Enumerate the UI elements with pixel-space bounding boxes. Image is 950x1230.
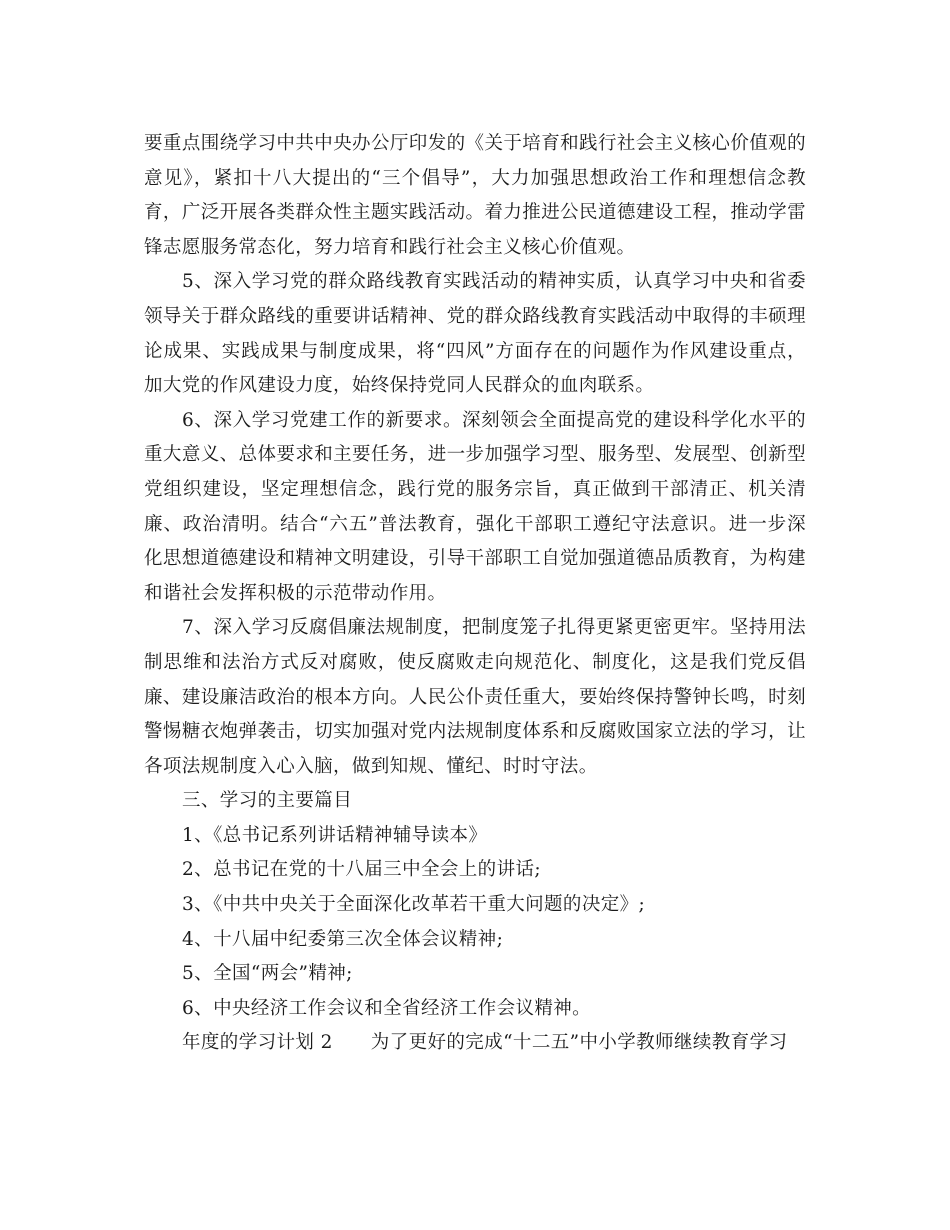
paragraph-item-7: 7、深入学习反腐倡廉法规制度，把制度笼子扎得更紧更密更牢。坚持用法制思维和法治方式反对腐败，使反腐败走向规范化、制度化，这是我们党反倡廉、建设廉洁政治的根本方向。人民公仆责任重大，要始终保持警钟长鸣，时刻警惕糖衣炮弹袭击，切实加强对党内法规制度体系和反腐败国家立法的学习，让各项法规制度入心入脑，做到知规、懂纪、时时守法。 bbox=[144, 617, 806, 777]
section-heading: 三、学习的主要篇目 bbox=[182, 790, 353, 812]
document-body bbox=[144, 127, 806, 1061]
list-item: 2、总书记在党的十八届三中全会上的讲话; bbox=[182, 859, 542, 881]
list-item: 4、十八届中纪委第三次全体会议精神; bbox=[182, 928, 504, 950]
list-item: 1、《总书记系列讲话精神辅导读本》 bbox=[182, 824, 488, 846]
paragraph-item-5: 5、深入学习党的群众路线教育实践活动的精神实质，认真学习中央和省委领导关于群众路线的重要讲话精神、党的群众路线教育实践活动中取得的丰硕理论成果、实践成果与制度成果，将“四风”方面存在的问题作为作风建设重点，加大党的作风建设力度，始终保持党同人民群众的血肉联系。 bbox=[144, 271, 806, 397]
list-item: 3、《中共中央关于全面深化改革若干重大问题的决定》; bbox=[182, 894, 646, 916]
next-section-text: 为了更好的完成“十二五”中小学教师继续教育学习 bbox=[370, 1032, 788, 1054]
next-section-title: 年度的学习计划 2 bbox=[182, 1032, 333, 1054]
paragraph-core-values: 要重点围绕学习中共中央办公厅印发的《关于培育和践行社会主义核心价值观的意见》，紧扣十八大提出的“三个倡导”，大力加强思想政治工作和理想信念教育，广泛开展各类群众性主题实践活动。着力推进公民道德建设工程，推动学雷锋志愿服务常态化，努力培育和践行社会主义核心价值观。 bbox=[144, 133, 806, 258]
list-item: 5、全国“两会”精神; bbox=[182, 963, 353, 985]
paragraph-item-6: 6、深入学习党建工作的新要求。深刻领会全面提高党的建设科学化水平的重大意义、总体要求和主要任务，进一步加强学习型、服务型、发展型、创新型党组织建设，坚定理想信念，践行党的服务宗旨，真正做到干部清正、机关清廉、政治清明。结合“六五”普法教育，强化干部职工遵纪守法意识。进一步深化思想道德建设和精神文明建设，引导干部职工自觉加强道德品质教育，为构建和谐社会发挥积极的示范带动作用。 bbox=[144, 409, 806, 604]
next-section-line bbox=[144, 1026, 806, 1061]
list-item: 6、中央经济工作会议和全省经济工作会议精神。 bbox=[182, 997, 592, 1019]
